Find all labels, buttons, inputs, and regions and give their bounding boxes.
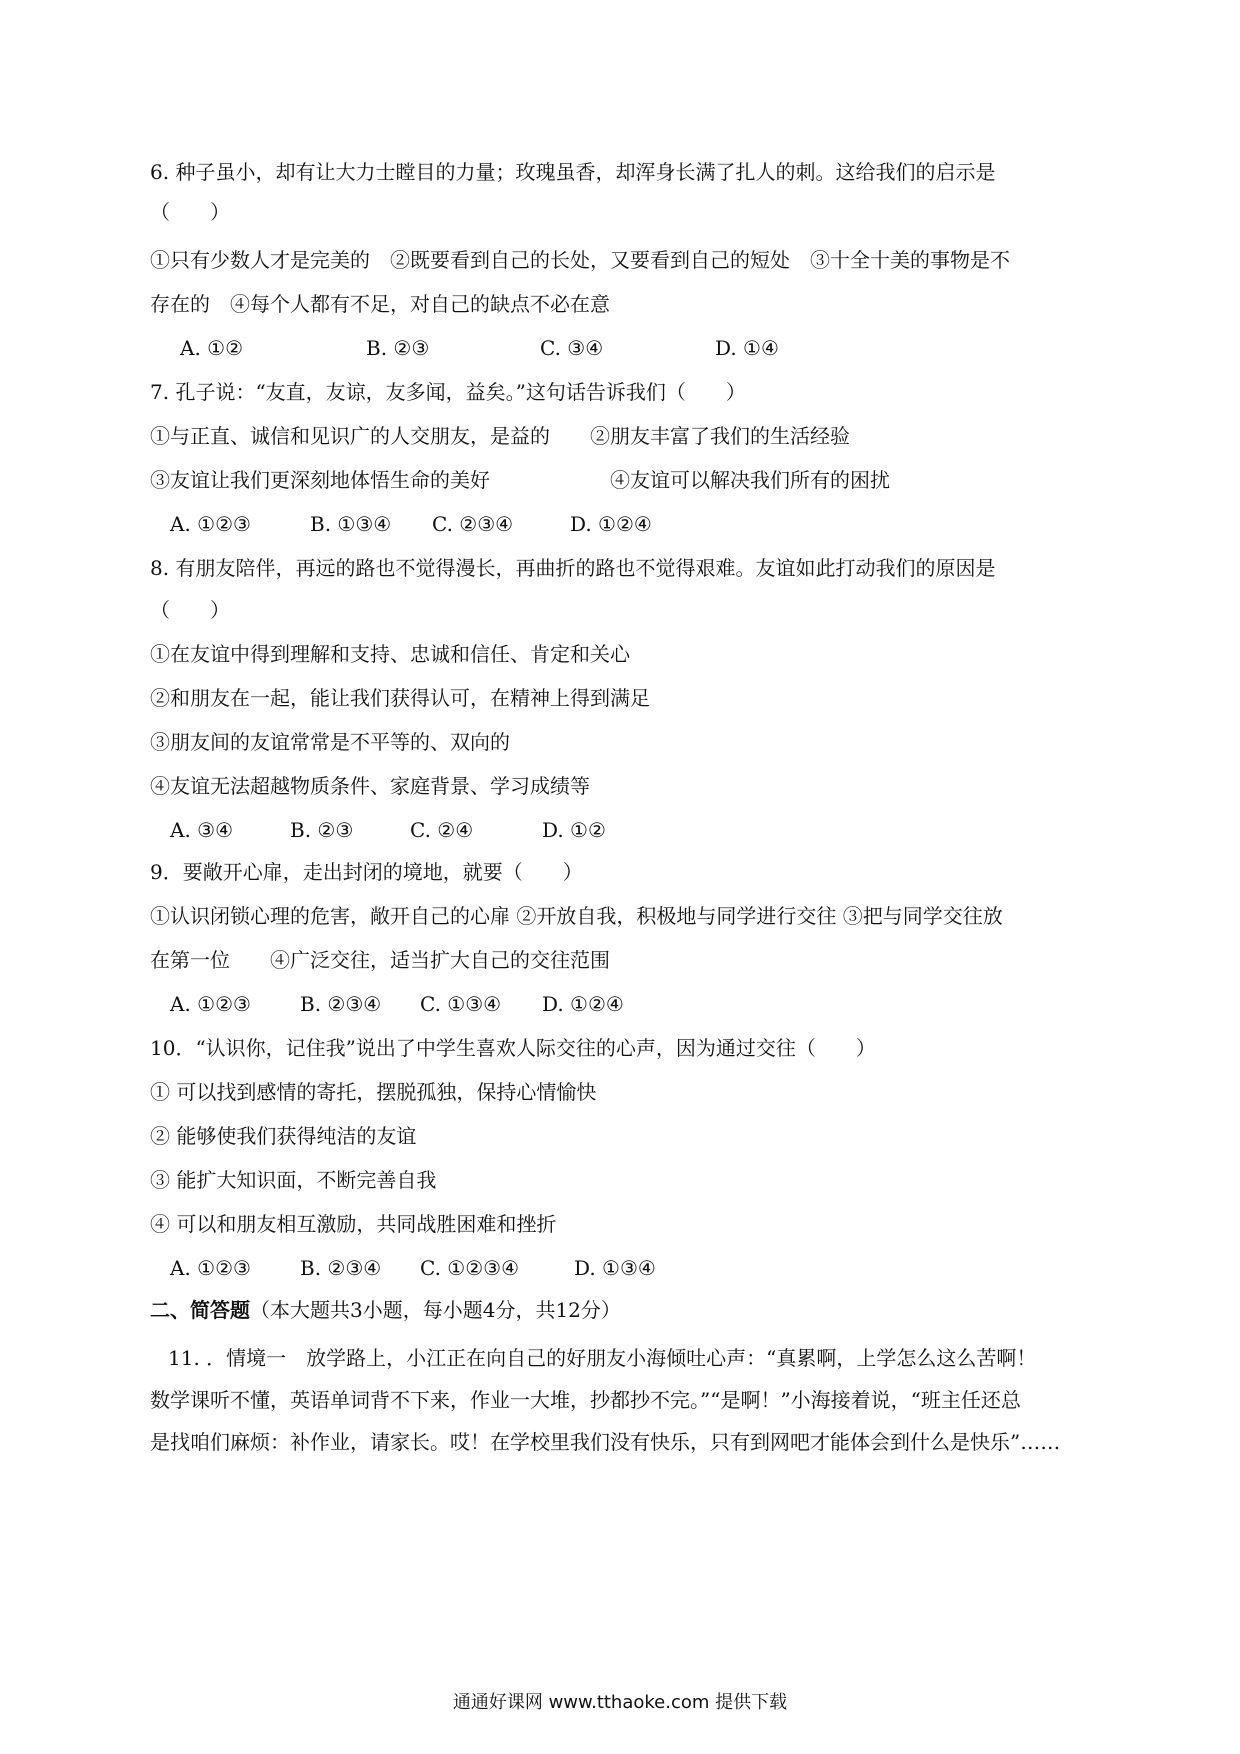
q6-stem-line1: 6. 种子虽小，却有让大力士瞠目的力量；玫瑰虽香，却浑身长满了扎人的刺。这给我们的启示是 [150, 160, 996, 184]
q8-item-1: ①在友谊中得到理解和支持、忠诚和信任、肯定和关心 [150, 642, 630, 666]
q6-option-c: C. ③④ [540, 336, 604, 360]
q7-items-line2: ③友谊让我们更深刻地体悟生命的美好 ④友谊可以解决我们所有的困扰 [150, 468, 890, 492]
page-footer: 通通好课网 www.tthaoke.com 提供下载 [452, 1692, 788, 1713]
q9-stem: 9．要敞开心扉，走出封闭的境地，就要（ ） [150, 860, 583, 884]
q10-option-c: C. ①②③④ [420, 1256, 520, 1280]
q8-option-d: D. ①② [542, 818, 606, 842]
q8-option-b: B. ②③ [290, 818, 354, 842]
q10-option-b: B. ②③④ [300, 1256, 382, 1280]
q8-item-3: ③朋友间的友谊常常是不平等的、双向的 [150, 730, 510, 754]
q9-items-line2: 在第一位 ④广泛交往，适当扩大自己的交往范围 [150, 948, 610, 972]
q11-line1: 11. ．情境一 放学路上，小江正在向自己的好朋友小海倾吐心声：“真累啊，上学怎么这么苦啊！ [168, 1346, 1037, 1370]
q6-option-a: A. ①② [180, 336, 244, 360]
q11-line2: 数学课听不懂，英语单词背不下来，作业一大堆，抄都抄不完。”“是啊！”小海接着说，“班主任还总 [150, 1388, 1021, 1412]
q7-option-a: A. ①②③ [170, 512, 251, 536]
q6-items-line1: ①只有少数人才是完美的 ②既要看到自己的长处，又要看到自己的短处 ③十全十美的事物是不 [150, 248, 1010, 272]
q6-option-d: D. ①④ [715, 336, 779, 360]
q8-option-c: C. ②④ [410, 818, 474, 842]
section-2-note: （本大题共3小题，每小题4分，共12分） [250, 1298, 621, 1322]
q9-option-c: C. ①③④ [420, 992, 502, 1016]
q10-item-1: ① 可以找到感情的寄托，摆脱孤独，保持心情愉快 [150, 1080, 597, 1104]
section-2-title: 二、简答题 [150, 1298, 250, 1322]
q8-option-a: A. ③④ [170, 818, 234, 842]
section-2-heading [150, 1296, 1100, 1324]
q8-stem-line2: （ ） [150, 598, 230, 622]
q10-option-a: A. ①②③ [170, 1256, 251, 1280]
q9-option-a: A. ①②③ [170, 992, 251, 1016]
q10-stem: 10．“认识你，记住我”说出了中学生喜欢人际交往的心声，因为通过交往（ ） [150, 1036, 876, 1060]
q9-items-line1: ①认识闭锁心理的危害，敞开自己的心扉 ②开放自我，积极地与同学进行交往 ③把与同学交往放 [150, 904, 1003, 928]
q10-item-4: ④ 可以和朋友相互激励，共同战胜困难和挫折 [150, 1212, 557, 1236]
q8-item-4: ④友谊无法超越物质条件、家庭背景、学习成绩等 [150, 774, 590, 798]
q6-stem-line2: （ ） [150, 200, 230, 224]
q6-option-b: B. ②③ [366, 336, 430, 360]
q7-items-line1: ①与正直、诚信和见识广的人交朋友，是益的 ②朋友丰富了我们的生活经验 [150, 424, 850, 448]
q10-item-3: ③ 能扩大知识面，不断完善自我 [150, 1168, 437, 1192]
q7-stem: 7. 孔子说：“友直，友谅，友多闻，益矣。”这句话告诉我们（ ） [150, 380, 746, 404]
q6-items-line2: 存在的 ④每个人都有不足，对自己的缺点不必在意 [150, 292, 610, 316]
q7-option-d: D. ①②④ [570, 512, 652, 536]
q8-item-2: ②和朋友在一起，能让我们获得认可，在精神上得到满足 [150, 686, 650, 710]
q10-item-2: ② 能够使我们获得纯洁的友谊 [150, 1124, 417, 1148]
q7-option-c: C. ②③④ [432, 512, 514, 536]
q7-option-b: B. ①③④ [310, 512, 392, 536]
q10-option-d: D. ①③④ [574, 1256, 656, 1280]
q11-line3: 是找咱们麻烦：补作业，请家长。哎！在学校里我们没有快乐，只有到网吧才能体会到什么是快乐”…… [150, 1430, 1061, 1454]
q8-stem-line1: 8. 有朋友陪伴，再远的路也不觉得漫长，再曲折的路也不觉得艰难。友谊如此打动我们的原因是 [150, 556, 996, 580]
q9-option-b: B. ②③④ [300, 992, 382, 1016]
q9-option-d: D. ①②④ [542, 992, 624, 1016]
